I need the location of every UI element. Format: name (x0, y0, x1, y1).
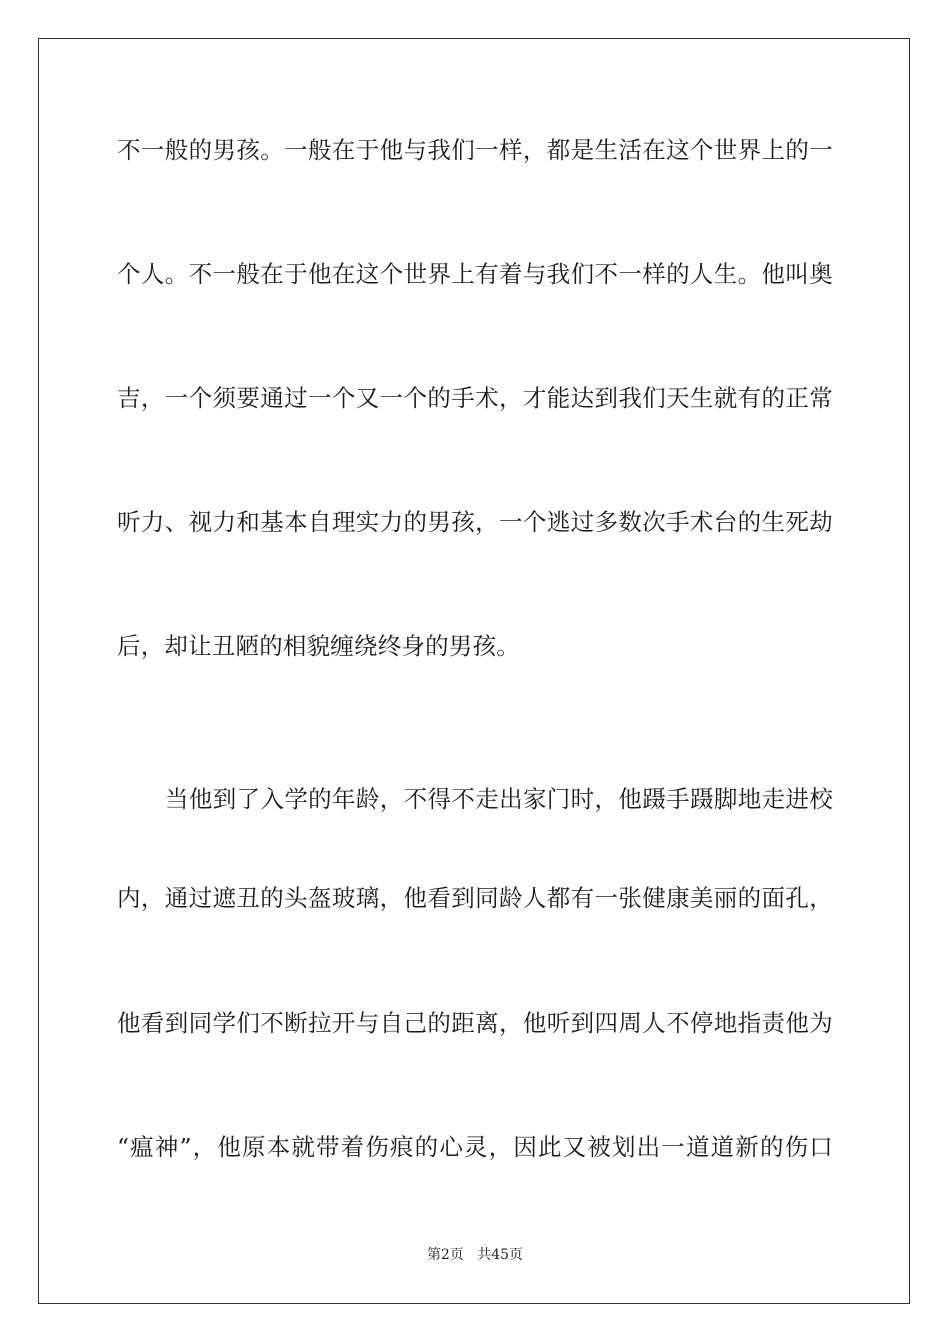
paragraph-2-first-line: 当他到了入学的年龄，不得不走出家门时，他蹑手蹑脚地走进校 (165, 785, 833, 813)
page-number: 第2页 (426, 1247, 464, 1263)
text-line-2: 个人。不一般在于他在这个世界上有着与我们不一样的人生。他叫奥 (117, 260, 833, 288)
total-pages: 共45页 (477, 1247, 524, 1263)
text-line-7: 内，通过遮丑的头盔玻璃，他看到同龄人都有一张健康美丽的面孔， (117, 884, 833, 912)
text-line-5: 后，却让丑陋的相貌缠绕终身的男孩。 (117, 632, 520, 660)
text-line-4: 听力、视力和基本自理实力的男孩，一个逃过多数次手术台的生死劫 (117, 508, 833, 536)
text-line-8: 他看到同学们不断拉开与自己的距离，他听到四周人不停地指责他为 (117, 1009, 833, 1037)
text-line-3: 吉，一个须要通过一个又一个的手术，才能达到我们天生就有的正常 (117, 384, 833, 412)
text-line-9: “瘟神”，他原本就带着伤痕的心灵，因此又被划出一道道新的伤口 (117, 1133, 833, 1161)
text-line-1: 不一般的男孩。一般在于他与我们一样，都是生活在这个世界上的一 (117, 136, 833, 164)
page-footer (0, 1246, 950, 1264)
page-border (38, 38, 910, 1304)
